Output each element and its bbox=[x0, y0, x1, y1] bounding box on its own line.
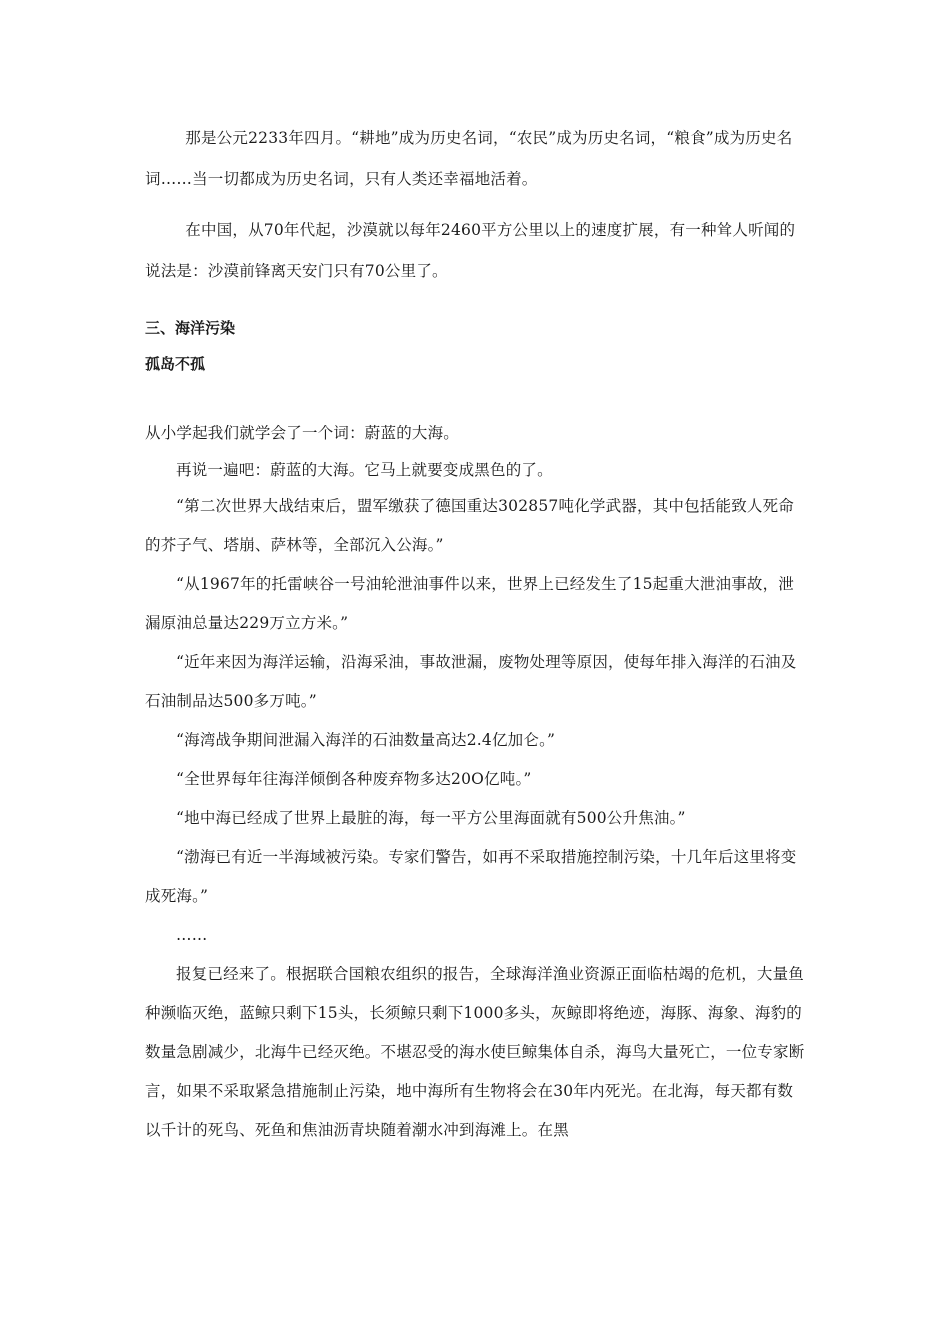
paragraph-desert-expansion: 在中国，从70年代起，沙漠就以每年2460平方公里以上的速度扩展，有一种耸人听闻的说法是：沙漠前锋离天安门只有70公里了。 bbox=[145, 221, 796, 280]
section-heading: 三、海洋污染 bbox=[145, 319, 236, 337]
ellipsis-line: …… bbox=[176, 926, 208, 944]
body-paragraph-4: “近年来因为海洋运输，沿海采油，事故泄漏，废物处理等原因，使每年排入海洋的石油及石油制品达500多万吨。” bbox=[145, 653, 797, 710]
body-paragraph-5: “海湾战争期间泄漏入海洋的石油数量高达2.4亿加仑。” bbox=[176, 731, 556, 749]
body-paragraph-2: “第二次世界大战结束后，盟军缴获了德国重达302857吨化学武器，其中包括能致人死命的芥子气、塔崩、萨林等，全部沉入公海。” bbox=[145, 497, 794, 554]
body-paragraph-7: “地中海已经成了世界上最脏的海，每一平方公里海面就有500公升焦油。” bbox=[176, 809, 686, 827]
body-paragraph-6: “全世界每年往海洋倾倒各种废弃物多达20O亿吨。” bbox=[176, 770, 532, 788]
body-paragraph-1: 再说一遍吧：蔚蓝的大海。它马上就要变成黑色的了。 bbox=[176, 461, 553, 479]
body-paragraph-retaliation: 报复已经来了。根据联合国粮农组织的报告，全球海洋渔业资源正面临枯竭的危机，大量鱼种濒临灭绝，蓝鲸只剩下15头，长须鲸只剩下1000多头，灰鲸即将绝迹，海豚、海象、海豹的数量急剧减少，北海牛已经灭绝。不堪忍受的海水使巨鲸集体自杀，海鸟大量死亡，一位专家断言，如果不采取紧急措施制止污染，地中海所有生物将会在30年内死光。在北海，每天都有数以千计的死鸟、死鱼和焦油沥青块随着潮水冲到海滩上。在黑 bbox=[145, 965, 805, 1139]
intro-line: 从小学起我们就学会了一个词：蔚蓝的大海。 bbox=[145, 424, 460, 442]
body-paragraph-8: “渤海已有近一半海域被污染。专家们警告，如再不采取措施控制污染，十几年后这里将变成死海。” bbox=[145, 848, 797, 905]
body-paragraph-3: “从1967年的托雷峡谷一号油轮泄油事件以来，世界上已经发生了15起重大泄油事故，泄漏原油总量达229万立方米。” bbox=[145, 575, 794, 632]
sub-heading: 孤岛不孤 bbox=[145, 355, 206, 373]
paragraph-year-2233: 那是公元2233年四月。“耕地”成为历史名词，“农民”成为历史名词，“粮食”成为历史名词……当一切都成为历史名词，只有人类还幸福地活着。 bbox=[145, 129, 793, 188]
document-body bbox=[145, 118, 807, 1150]
